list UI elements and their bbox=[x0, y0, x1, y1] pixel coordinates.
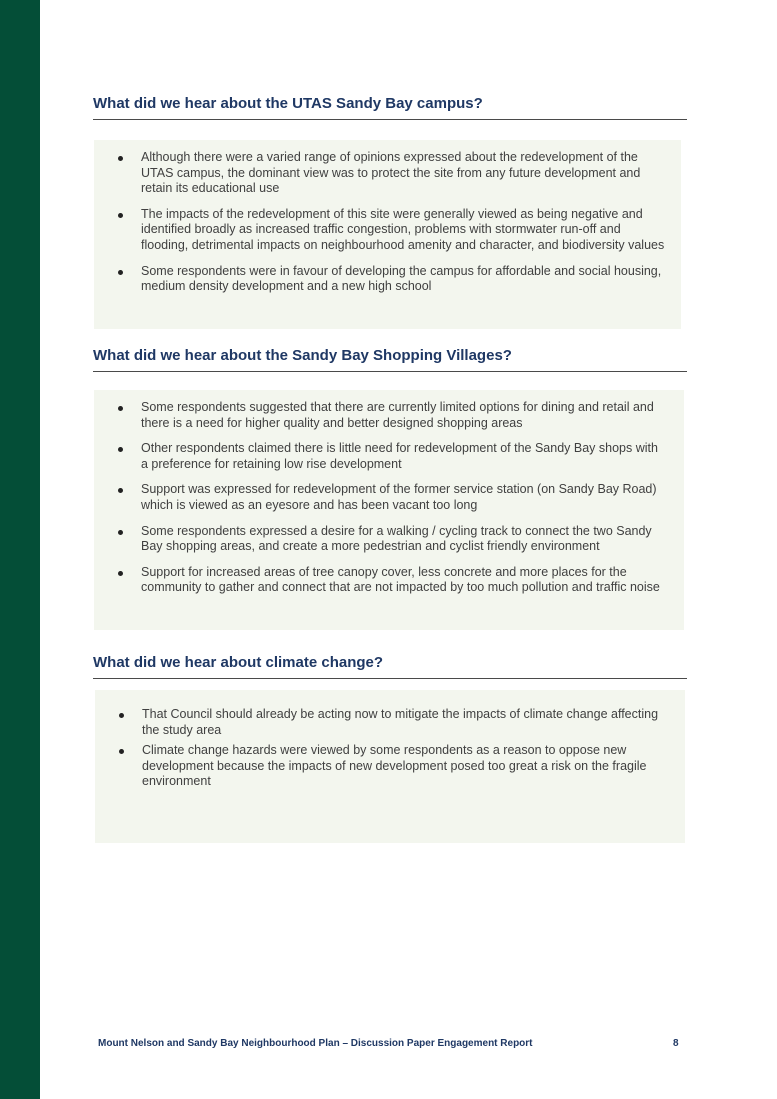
list-item: Support for increased areas of tree canopy cover, less concrete and more places for the community to gather and connect that are not impacted by too much pollution and traffic noise bbox=[94, 565, 674, 596]
bullet-icon bbox=[118, 488, 123, 493]
bullet-icon bbox=[118, 156, 123, 161]
footer-document-title: Mount Nelson and Sandy Bay Neighbourhood Plan – Discussion Paper Engagement Report bbox=[98, 1038, 533, 1049]
list-item: Some respondents suggested that there are currently limited options for dining and retail and there is a need for higher quality and better designed shopping areas bbox=[94, 400, 674, 431]
bullet-icon bbox=[119, 713, 124, 718]
bullet-icon bbox=[119, 749, 124, 754]
summary-panel bbox=[94, 390, 684, 630]
bullet-list bbox=[94, 400, 674, 596]
list-item: That Council should already be acting now to mitigate the impacts of climate change affecting the study area bbox=[95, 707, 675, 738]
bullet-icon bbox=[118, 447, 123, 452]
page-number: 8 bbox=[673, 1038, 679, 1049]
summary-panel bbox=[94, 140, 681, 329]
section-utas-campus bbox=[93, 95, 687, 120]
section-climate-change bbox=[93, 654, 687, 679]
list-item: The impacts of the redevelopment of this site were generally viewed as being negative and identified broadly as increased traffic congestion, problems with stormwater run-off and flooding, detrimental impacts on neighbourhood amenity and character, and biodiversity values bbox=[94, 207, 671, 254]
left-color-band bbox=[0, 0, 40, 1099]
section-heading: What did we hear about climate change? bbox=[93, 654, 687, 679]
bullet-icon bbox=[118, 270, 123, 275]
list-item: Climate change hazards were viewed by some respondents as a reason to oppose new development because the impacts of new development posed too great a risk on the fragile environment bbox=[95, 743, 675, 790]
list-item: Some respondents expressed a desire for a walking / cycling track to connect the two Sandy Bay shopping areas, and create a more pedestrian and cyclist friendly environment bbox=[94, 524, 674, 555]
bullet-icon bbox=[118, 213, 123, 218]
list-item: Support was expressed for redevelopment of the former service station (on Sandy Bay Road) which is viewed as an eyesore and has been vacant too long bbox=[94, 482, 674, 513]
bullet-icon bbox=[118, 571, 123, 576]
bullet-icon bbox=[118, 530, 123, 535]
section-heading: What did we hear about the UTAS Sandy Bay campus? bbox=[93, 95, 687, 120]
section-shopping-villages bbox=[93, 347, 687, 372]
bullet-icon bbox=[118, 406, 123, 411]
summary-panel bbox=[95, 690, 685, 843]
bullet-list bbox=[95, 707, 675, 790]
bullet-list bbox=[94, 150, 671, 295]
list-item: Other respondents claimed there is little need for redevelopment of the Sandy Bay shops with a preference for retaining low rise development bbox=[94, 441, 674, 472]
section-heading: What did we hear about the Sandy Bay Shopping Villages? bbox=[93, 347, 687, 372]
list-item: Some respondents were in favour of developing the campus for affordable and social housing, medium density development and a new high school bbox=[94, 264, 671, 295]
list-item: Although there were a varied range of opinions expressed about the redevelopment of the UTAS campus, the dominant view was to protect the site from any future development and retain its educational use bbox=[94, 150, 671, 197]
